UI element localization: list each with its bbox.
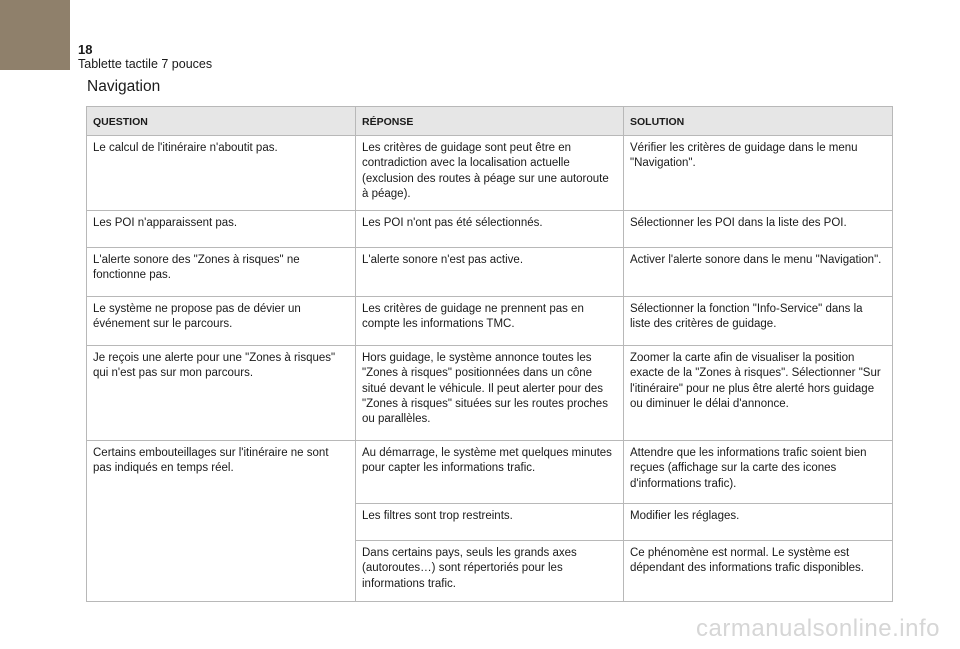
table-row bbox=[87, 211, 893, 248]
document-subtitle: Tablette tactile 7 pouces bbox=[78, 57, 213, 71]
table-row bbox=[87, 297, 893, 346]
solution-cell: Zoomer la carte afin de visualiser la position exacte de la "Zones à risques". Sélectionner "Sur l'itinéraire" pour ne plus être alerté hors guidage ou diminuer le délai d'annonce. bbox=[624, 346, 893, 441]
question-cell: Certains embouteillages sur l'itinéraire ne sont pas indiqués en temps réel. bbox=[87, 441, 356, 602]
solution-cell: Vérifier les critères de guidage dans le menu "Navigation". bbox=[624, 136, 893, 211]
question-cell: Je reçois une alerte pour une "Zones à risques" qui n'est pas sur mon parcours. bbox=[87, 346, 356, 441]
answer-cell: Les critères de guidage ne prennent pas en compte les informations TMC. bbox=[356, 297, 624, 346]
answer-cell: Les critères de guidage sont peut être en contradiction avec la localisation actuelle (exclusion des routes à péage sur une autoroute à péage). bbox=[356, 136, 624, 211]
solution-cell: Ce phénomène est normal. Le système est dépendant des informations trafic disponibles. bbox=[624, 541, 893, 602]
answer-cell: Au démarrage, le système met quelques minutes pour capter les informations trafic. bbox=[356, 441, 624, 504]
answer-cell: L'alerte sonore n'est pas active. bbox=[356, 248, 624, 297]
solution-cell: Attendre que les informations trafic soient bien reçues (affichage sur la carte des icones d'informations trafic). bbox=[624, 441, 893, 504]
solution-cell: Sélectionner les POI dans la liste des POI. bbox=[624, 211, 893, 248]
solution-cell: Sélectionner la fonction "Info-Service" dans la liste des critères de guidage. bbox=[624, 297, 893, 346]
answer-cell: Hors guidage, le système annonce toutes les "Zones à risques" positionnées dans un cône situé devant le véhicule. Il peut alerter pour des "Zones à risques" situées sur les routes proches ou parallèles. bbox=[356, 346, 624, 441]
column-header-solution: SOLUTION bbox=[624, 107, 893, 136]
answer-cell: Dans certains pays, seuls les grands axes (autoroutes…) sont répertoriés pour les informations trafic. bbox=[356, 541, 624, 602]
corner-color-block bbox=[0, 0, 70, 70]
column-header-answer: RÉPONSE bbox=[356, 107, 624, 136]
solution-cell: Activer l'alerte sonore dans le menu "Navigation". bbox=[624, 248, 893, 297]
footer-watermark: carmanualsonline.info bbox=[696, 615, 940, 642]
table-header-row bbox=[87, 107, 893, 136]
section-title: Navigation bbox=[87, 78, 161, 95]
table-row bbox=[87, 136, 893, 211]
answer-cell: Les filtres sont trop restreints. bbox=[356, 504, 624, 541]
answer-cell: Les POI n'ont pas été sélectionnés. bbox=[356, 211, 624, 248]
table-row bbox=[87, 441, 893, 504]
solution-cell: Modifier les réglages. bbox=[624, 504, 893, 541]
question-cell: Le système ne propose pas de dévier un événement sur le parcours. bbox=[87, 297, 356, 346]
table-row bbox=[87, 248, 893, 297]
page-number: 18 bbox=[78, 42, 93, 57]
troubleshooting-table bbox=[86, 106, 893, 602]
question-cell: Le calcul de l'itinéraire n'aboutit pas. bbox=[87, 136, 356, 211]
question-cell: L'alerte sonore des "Zones à risques" ne fonctionne pas. bbox=[87, 248, 356, 297]
column-header-question: QUESTION bbox=[87, 107, 356, 136]
table-row bbox=[87, 346, 893, 441]
question-cell: Les POI n'apparaissent pas. bbox=[87, 211, 356, 248]
